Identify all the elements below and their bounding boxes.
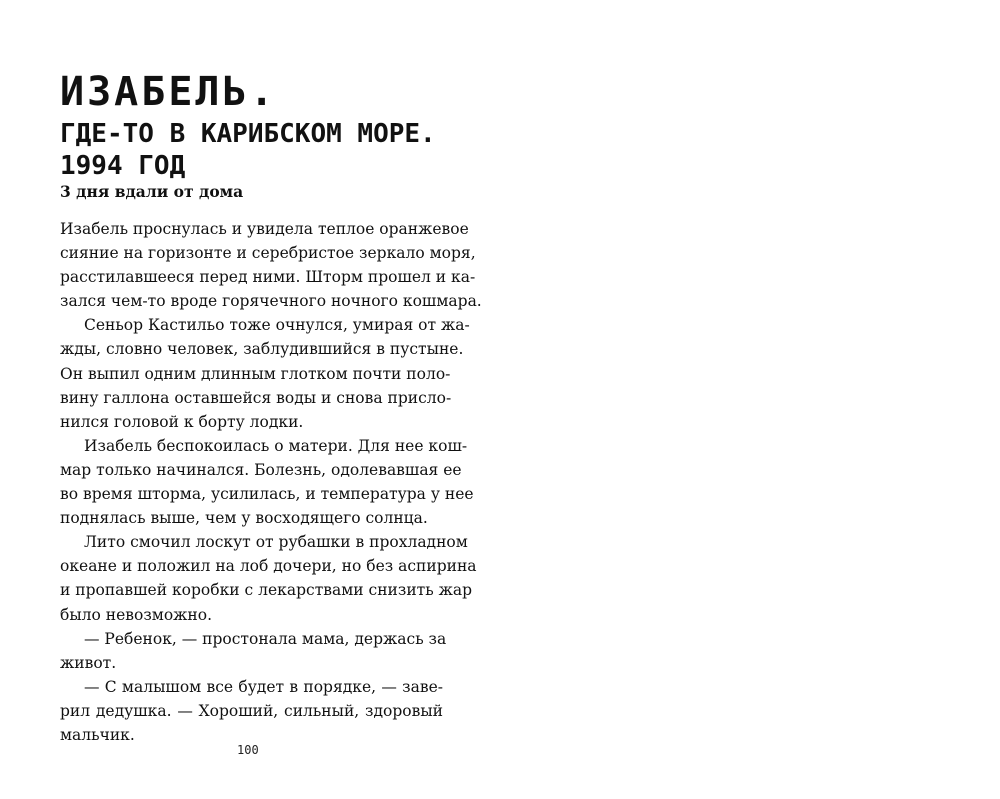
page-number: 100 bbox=[237, 743, 259, 757]
text-line: поднялась выше, чем у восходящего солнца. bbox=[60, 509, 428, 528]
text-line: нился головой к борту лодки. bbox=[60, 412, 304, 431]
text-line: во время шторма, усилилась, и температура у нее bbox=[60, 485, 474, 504]
text-line: вину галлона оставшейся воды и снова присло- bbox=[60, 388, 452, 407]
text-line: и пропавшей коробки с лекарствами снизить жар bbox=[60, 581, 473, 600]
text-line: Лито смочил лоскут от рубашки в прохладном bbox=[84, 533, 468, 552]
text-line: было невозможно. bbox=[60, 605, 213, 624]
right-page bbox=[500, 0, 1000, 799]
chapter-title: ИЗАБЕЛЬ. bbox=[60, 69, 277, 115]
text-line: океане и положил на лоб дочери, но без аспирина bbox=[60, 557, 477, 576]
text-line: живот. bbox=[60, 653, 117, 672]
text-line: — Ребенок, — простонала мама, держась за bbox=[84, 629, 447, 648]
text-line: зался чем-то вроде горячечного ночного кошмара. bbox=[60, 292, 482, 311]
text-line: Изабель беспокоилась о матери. Для нее кош- bbox=[84, 436, 468, 455]
text-line: Изабель проснулась и увидела теплое оранжевое bbox=[60, 220, 469, 238]
text-line: расстилавшееся перед ними. Шторм прошел и ка- bbox=[60, 268, 476, 287]
text-line: рил дедушка. — Хороший, сильный, здоровый bbox=[60, 701, 443, 720]
text-line: Он выпил одним длинным глотком почти поло- bbox=[60, 364, 451, 383]
section-heading: 3 дня вдали от дома bbox=[60, 182, 244, 201]
text-line: мальчик. bbox=[60, 725, 135, 744]
text-line: сияние на горизонте и серебристое зеркало моря, bbox=[60, 244, 476, 263]
text-line: мар только начинался. Болезнь, одолевавшая ее bbox=[60, 460, 462, 479]
text-line: — С малышом все будет в порядке, — заве- bbox=[84, 677, 443, 696]
left-page-body bbox=[60, 217, 482, 747]
chapter-subtitle: ГДЕ-ТО В КАРИБСКОМ МОРЕ. 1994 ГОД bbox=[60, 119, 436, 181]
text-line: Сеньор Кастильо тоже очнулся, умирая от жа- bbox=[84, 316, 470, 335]
text-line: жды, словно человек, заблудившийся в пустыне. bbox=[60, 340, 464, 359]
